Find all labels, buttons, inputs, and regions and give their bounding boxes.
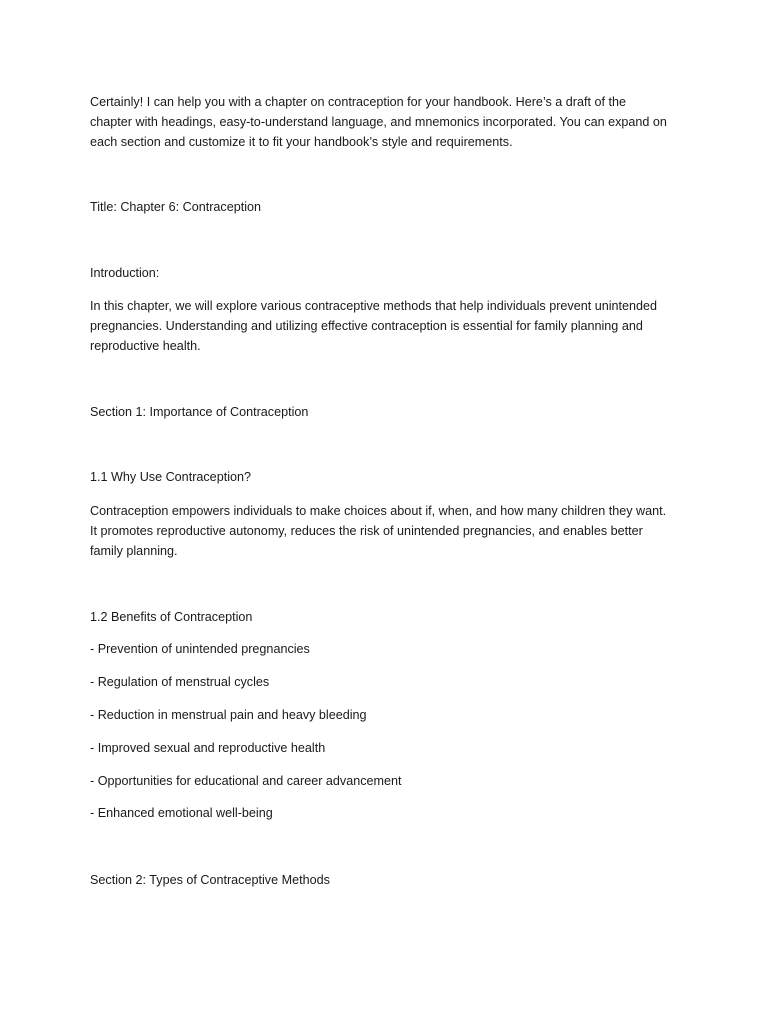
intro-line: each section and customize it to fit your handbook’s style and requirements. <box>90 135 513 149</box>
introduction-paragraph-line: In this chapter, we will explore various contraceptive methods that help individuals prevent unintended <box>90 299 658 313</box>
benefit-list-item: - Opportunities for educational and career advancement <box>90 774 402 788</box>
benefit-list-item: - Enhanced emotional well-being <box>90 806 273 820</box>
subsection-1-1-paragraph-line: family planning. <box>90 544 178 558</box>
introduction-paragraph-line: pregnancies. Understanding and utilizing effective contraception is essential for family planning and <box>90 319 643 333</box>
subsection-1-1-paragraph-line: It promotes reproductive autonomy, reduces the risk of unintended pregnancies, and enables better <box>90 524 643 538</box>
benefit-list-item: - Improved sexual and reproductive health <box>90 741 326 755</box>
intro-line: Certainly! I can help you with a chapter on contraception for your handbook. Here’s a draft of the <box>90 95 627 109</box>
benefit-list-item: - Reduction in menstrual pain and heavy bleeding <box>90 708 367 722</box>
section-2-heading: Section 2: Types of Contraceptive Methods <box>90 873 330 887</box>
benefit-list-item: - Regulation of menstrual cycles <box>90 675 270 689</box>
subsection-1-1-paragraph-line: Contraception empowers individuals to make choices about if, when, and how many children they want. <box>90 504 667 518</box>
introduction-paragraph-line: reproductive health. <box>90 339 201 353</box>
document-title: Title: Chapter 6: Contraception <box>90 200 262 214</box>
subsection-1-2-heading: 1.2 Benefits of Contraception <box>90 610 253 624</box>
section-1-heading: Section 1: Importance of Contraception <box>90 405 309 419</box>
subsection-1-1-heading: 1.1 Why Use Contraception? <box>90 470 252 484</box>
introduction-heading: Introduction: <box>90 266 160 280</box>
intro-line: chapter with headings, easy-to-understand language, and mnemonics incorporated. You can expand on <box>90 115 667 129</box>
benefit-list-item: - Prevention of unintended pregnancies <box>90 642 310 656</box>
